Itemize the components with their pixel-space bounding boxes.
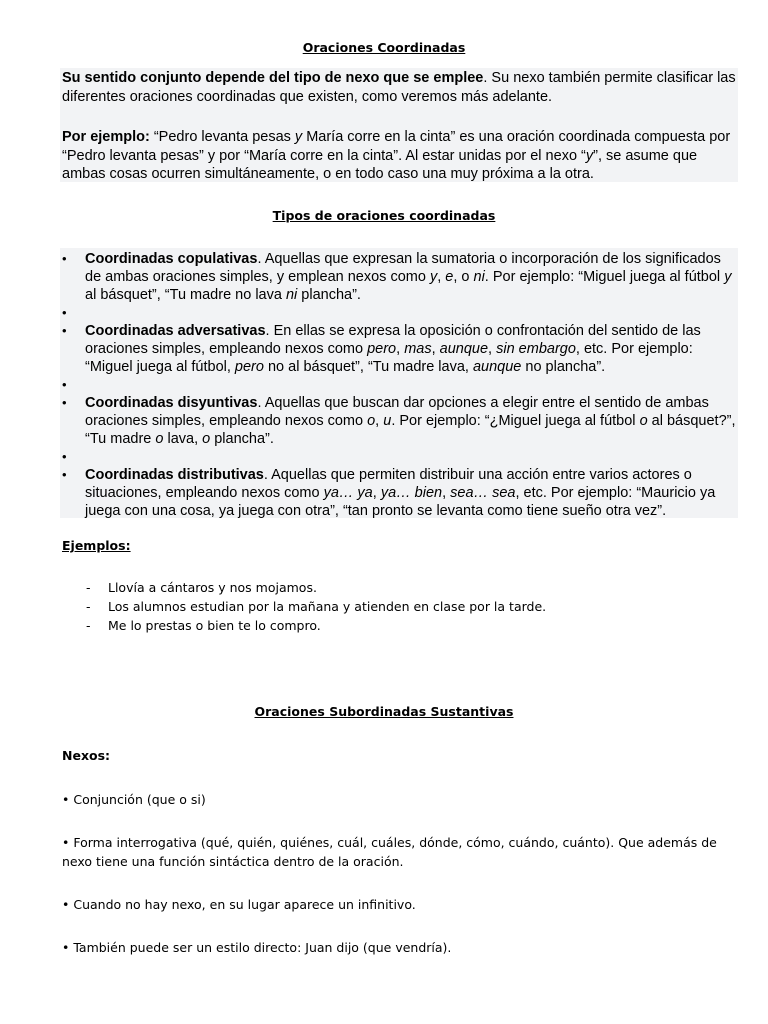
section-title-tipos: Tipos de oraciones coordinadas [272,208,496,223]
nexo: e [445,269,454,285]
text: , o [453,269,474,285]
text: . Aquellas que expresan la sumatoria o incorporación de los significados de ambas oraciones simples, y emplean nexos como [85,251,721,285]
example-text-b: María corre en la cinta” es una oración coordinada compuesta por “Pedro levanta pesas” y por “María corre en la cinta”. Al estar unidas por el nexo “ [62,129,731,164]
example-item [86,597,546,616]
nexo-point-interrogativa: • Forma interrogativa (qué, quién, quiénes, cuál, cuáles, dónde, cómo, cuándo, cuánto). Que además de nexo tiene una función sintáctica dentro de la oración. [62,835,717,869]
tipo-name: Coordinadas copulativas [85,251,258,267]
text: , [442,485,451,501]
text: , etc. Por ejemplo: “Miguel juega al fútbol, [85,341,693,375]
example-item [86,616,546,635]
bullet-icon: • [62,467,67,482]
nexo-point-infinitivo: • Cuando no hay nexo, en su lugar aparece un infinitivo. [62,897,416,912]
example-label: Por ejemplo: [62,129,150,145]
bullet-icon: • [62,305,67,320]
nexo: y [429,269,438,285]
text: . Por ejemplo: “¿Miguel juega al fútbol [391,413,640,429]
nexo: mas [404,341,432,357]
nexo: ni [285,287,298,303]
text: . En ellas se expresa la oposición o confrontación del sentido de las oraciones simples, empleando nexos como [85,323,701,357]
nexo-point-estilo-directo: • También puede ser un estilo directo: Juan dijo (que vendría). [62,940,452,955]
list-item-adversativas [62,322,738,376]
nexos-label: Nexos: [62,748,111,763]
section-title-coordinadas: Oraciones Coordinadas [302,40,466,55]
nexo-point-conjuncion: • Conjunción (que o si) [62,792,206,807]
text: . Aquellas que buscan dar opciones a elegir entre el sentido de ambas oraciones simples, empleando nexos como [85,395,709,429]
examples-list [86,578,546,635]
nexo: pero [367,341,397,357]
nexo: ya… bien [380,485,443,501]
tipo-name: Coordinadas distributivas [85,467,264,483]
text: , [437,269,446,285]
nexo: aunque [472,359,522,375]
dash-icon: - [86,599,91,614]
nexo: sin embargo [496,341,576,357]
bullet-icon: • [62,449,67,464]
text: plancha”. [210,431,274,447]
tipo-name: Coordinadas adversativas [85,323,266,339]
dash-icon: - [86,618,91,633]
tipos-list [62,250,738,520]
nexo: o [155,431,164,447]
text: , [488,341,497,357]
text: , etc. Por ejemplo: “Mauricio ya juega con una cosa, ya juega con otra”, “tan pronto se levanta como tiene sueño otra vez”. [85,485,716,519]
bullet-icon: • [62,377,67,392]
nexo: o [639,413,648,429]
example-item [86,578,546,597]
dash-icon: - [86,580,91,595]
bullet-icon: • [62,251,67,266]
list-item-empty [62,304,738,322]
text: lava, [163,431,203,447]
list-item-distributivas [62,466,738,520]
paragraph-example [62,128,738,184]
nexo: u [383,413,392,429]
bullet-icon: • [62,395,67,410]
list-item-empty [62,376,738,394]
intro-text: . Su nexo también permite clasificar las diferentes oraciones coordinadas que existen, como veremos más adelante. [62,70,736,105]
section-title-subordinadas: Oraciones Subordinadas Sustantivas [254,704,514,719]
nexo: o [367,413,376,429]
text: , [375,413,384,429]
example-text: Los alumnos estudian por la mañana y atienden en clase por la tarde. [108,599,547,614]
paragraph-intro [62,69,738,106]
intro-bold-text: Su sentido conjunto depende del tipo de nexo que se emplee [62,70,484,86]
nexo: sea… sea [450,485,516,501]
text: plancha”. [297,287,361,303]
list-item-empty [62,448,738,466]
list-item-copulativas [62,250,738,304]
list-item-disyuntivas [62,394,738,448]
example-text: Llovía a cántaros y nos mojamos. [108,580,317,595]
text: , [431,341,440,357]
nexo: aunque [439,341,489,357]
examples-label: Ejemplos: [62,538,131,553]
bullet-icon: • [62,323,67,338]
nexo: ni [473,269,485,285]
example-text-c: ”, se asume que ambas cosas ocurren simultáneamente, o en todo caso una muy próxima a la otra. [62,147,698,182]
nexo: pero [234,359,264,375]
nexo-y: y [294,129,303,145]
text: al básquet?”, “Tu madre [85,413,736,447]
text: no plancha”. [521,359,606,375]
nexo: y [724,269,732,285]
nexo: ya… ya [323,485,373,501]
text: , [396,341,405,357]
text: . Por ejemplo: “Miguel juega al fútbol [484,269,725,285]
tipo-name: Coordinadas disyuntivas [85,395,258,411]
example-text: Me lo prestas o bien te lo compro. [108,618,321,633]
text: al básquet”, “Tu madre no lava [85,287,286,303]
text: , [372,485,381,501]
nexo: o [202,431,211,447]
text: . Aquellas que permiten distribuir una acción entre varios actores o situaciones, empleando nexos como [85,467,692,501]
nexo-y-quoted: y [585,147,594,164]
text: no al básquet”, “Tu madre lava, [263,359,473,375]
example-text-a: “Pedro levanta pesas [149,129,295,145]
